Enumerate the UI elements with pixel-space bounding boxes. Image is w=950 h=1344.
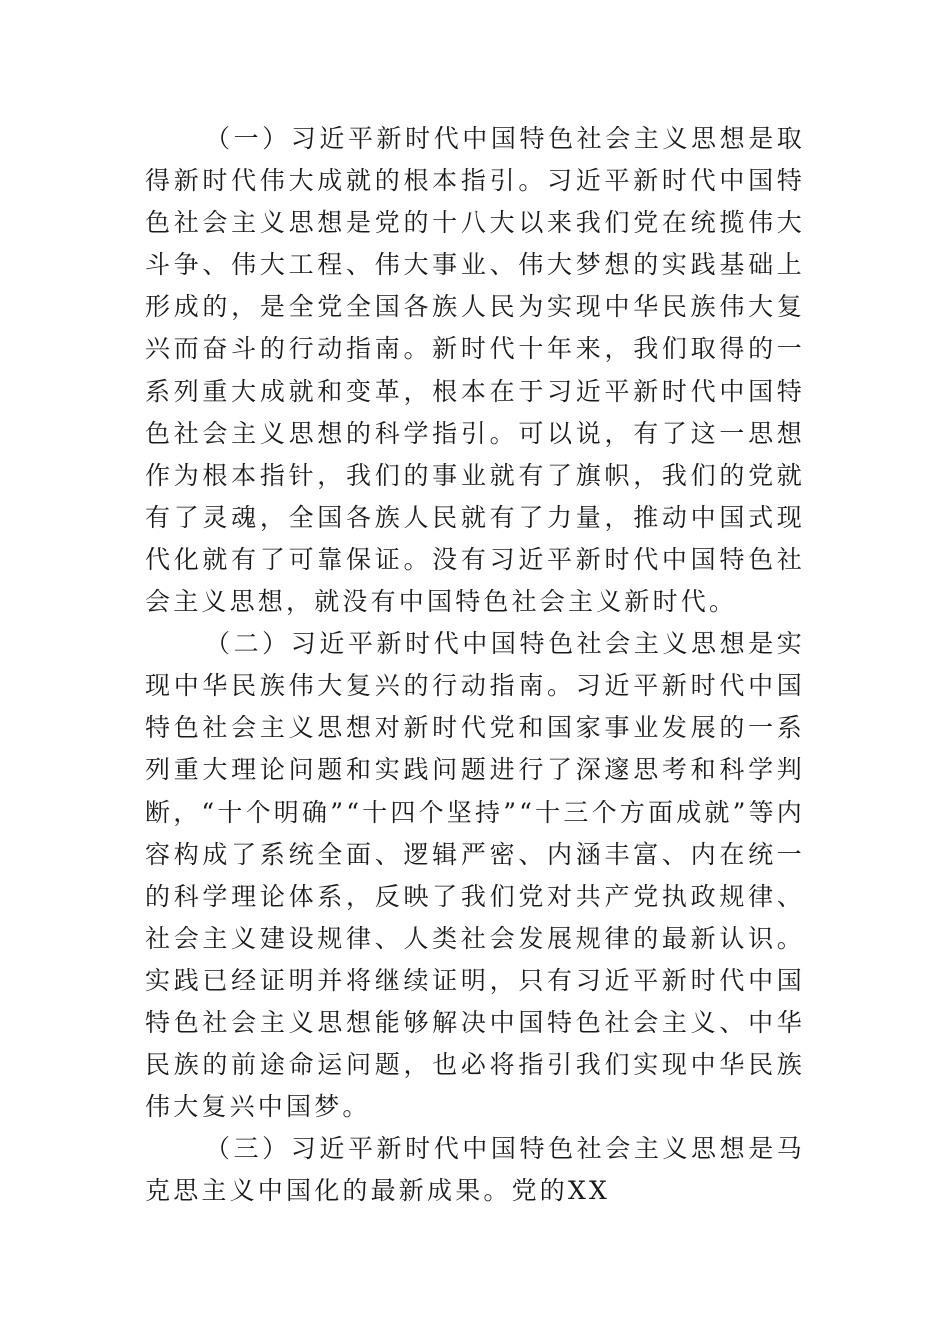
document-body — [145, 118, 805, 1212]
paragraph-2: （二）习近平新时代中国特色社会主义思想是实现中华民族伟大复兴的行动指南。习近平新时代中国特色社会主义思想对新时代党和国家事业发展的一系列重大理论问题和实践问题进行了深邃思考和科学判断，“十个明确”“十四个坚持”“十三个方面成就”等内容构成了系统全面、逻辑严密、内涵丰富、内在统一的科学理论体系，反映了我们党对共产党执政规律、社会主义建设规律、人类社会发展规律的最新认识。实践已经证明并将继续证明，只有习近平新时代中国特色社会主义思想能够解决中国特色社会主义、中华民族的前途命运问题，也必将指引我们实现中华民族伟大复兴中国梦。 — [145, 629, 805, 1122]
paragraph-3: （三）习近平新时代中国特色社会主义思想是马克思主义中国化的最新成果。党的XX — [145, 1134, 805, 1206]
paragraph-1: （一）习近平新时代中国特色社会主义思想是取得新时代伟大成就的根本指引。习近平新时代中国特色社会主义思想是党的十八大以来我们党在统揽伟大斗争、伟大工程、伟大事业、伟大梦想的实践基础上形成的，是全党全国各族人民为实现中华民族伟大复兴而奋斗的行动指南。新时代十年来，我们取得的一系列重大成就和变革，根本在于习近平新时代中国特色社会主义思想的科学指引。可以说，有了这一思想作为根本指针，我们的事业就有了旗帜，我们的党就有了灵魂，全国各族人民就有了力量，推动中国式现代化就有了可靠保证。没有习近平新时代中国特色社会主义思想，就没有中国特色社会主义新时代。 — [145, 124, 805, 617]
